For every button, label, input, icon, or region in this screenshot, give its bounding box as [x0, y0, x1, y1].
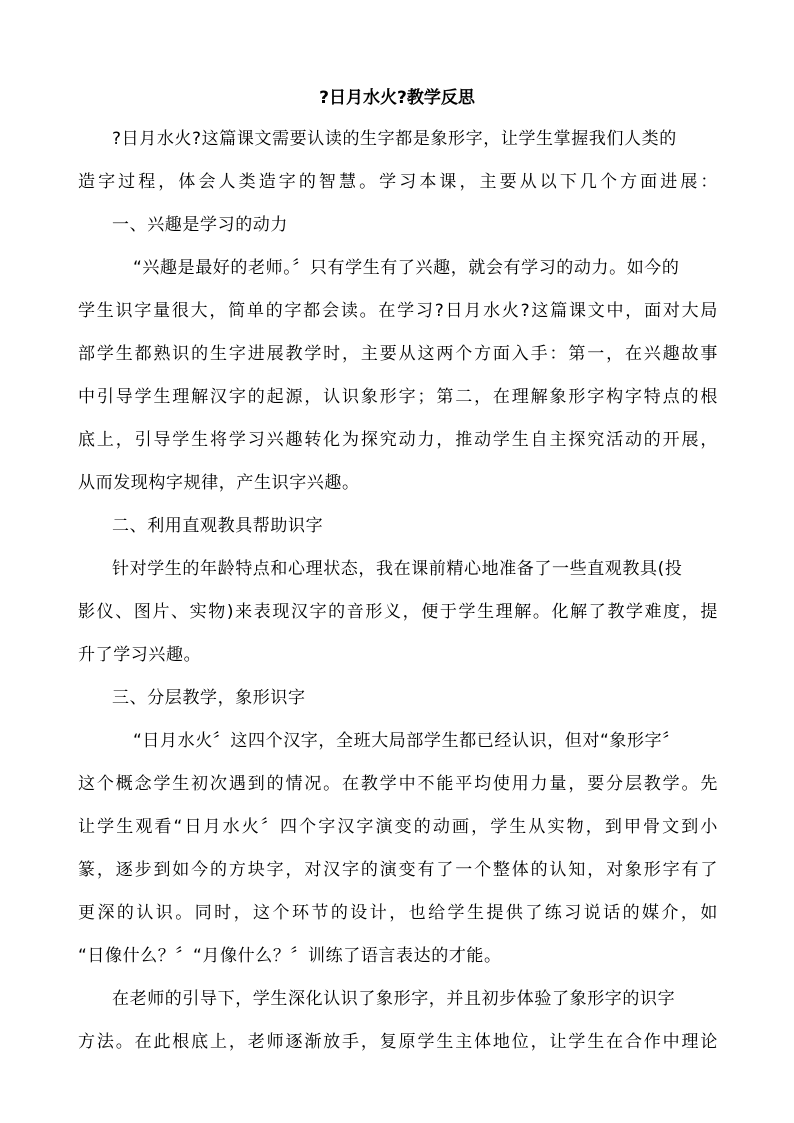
paragraph-line: “日像什么？〞“月像什么？〞训练了语言表达的才能。	[78, 946, 502, 966]
paragraph-line: 篆，逐步到如今的方块字，对汉字的演变有了一个整体的认知，对象形字有了	[78, 860, 718, 880]
paragraph-line: 让学生观看“日月水火〞四个字汉字演变的动画，学生从实物，到甲骨文到小	[78, 817, 718, 837]
section-heading: 二、利用直观教具帮助识字	[112, 516, 324, 536]
paragraph-line: 这个概念学生初次遇到的情况。在教学中不能平均使用力量，要分层教学。先	[78, 774, 718, 794]
section-heading: 三、分层教学，象形识字	[112, 688, 306, 708]
paragraph-line: ?日月水火?这篇课文需要认读的生字都是象形字，让学生掌握我们人类的	[112, 129, 677, 149]
paragraph-line: 影仪、图片、实物)来表现汉字的音形义，便于学生理解。化解了教学难度，提	[78, 602, 718, 622]
paragraph-line: 底上，引导学生将学习兴趣转化为探究动力，推动学生自主探究活动的开展，	[78, 430, 718, 450]
page-title: ?日月水火?教学反思	[319, 88, 475, 108]
paragraph-line: 从而发现构字规律，产生识字兴趣。	[78, 473, 360, 493]
paragraph-line: “日月水火〞这四个汉字，全班大局部学生都已经认识，但对“象形字〞	[133, 731, 680, 751]
paragraph-line: 针对学生的年龄特点和心理状态，我在课前精心地准备了一些直观教具(投	[112, 559, 683, 579]
paragraph-line: “兴趣是最好的老师。〞只有学生有了兴趣，就会有学习的动力。如今的	[133, 258, 680, 278]
paragraph-line: 学生识字量很大，简单的字都会读。在学习?日月水火?这篇课文中，面对大局	[78, 301, 718, 321]
section-heading: 一、兴趣是学习的动力	[112, 215, 288, 235]
paragraph-line: 部学生都熟识的生字进展教学时，主要从这两个方面入手：第一，在兴趣故事	[78, 344, 718, 364]
paragraph-line: 造字过程，体会人类造字的智慧。学习本课，主要从以下几个方面进展：	[78, 172, 718, 192]
paragraph-line: 更深的认识。同时，这个环节的设计，也给学生提供了练习说话的媒介，如	[78, 903, 718, 923]
paragraph-line: 中引导学生理解汉字的起源，认识象形字；第二，在理解象形字构字特点的根	[78, 387, 718, 407]
paragraph-line: 在老师的引导下，学生深化认识了象形字，并且初步体验了象形字的识字	[112, 989, 676, 1009]
paragraph-line: 升了学习兴趣。	[78, 645, 202, 665]
paragraph-line: 方法。在此根底上，老师逐渐放手，复原学生主体地位，让学生在合作中理论	[78, 1032, 718, 1052]
